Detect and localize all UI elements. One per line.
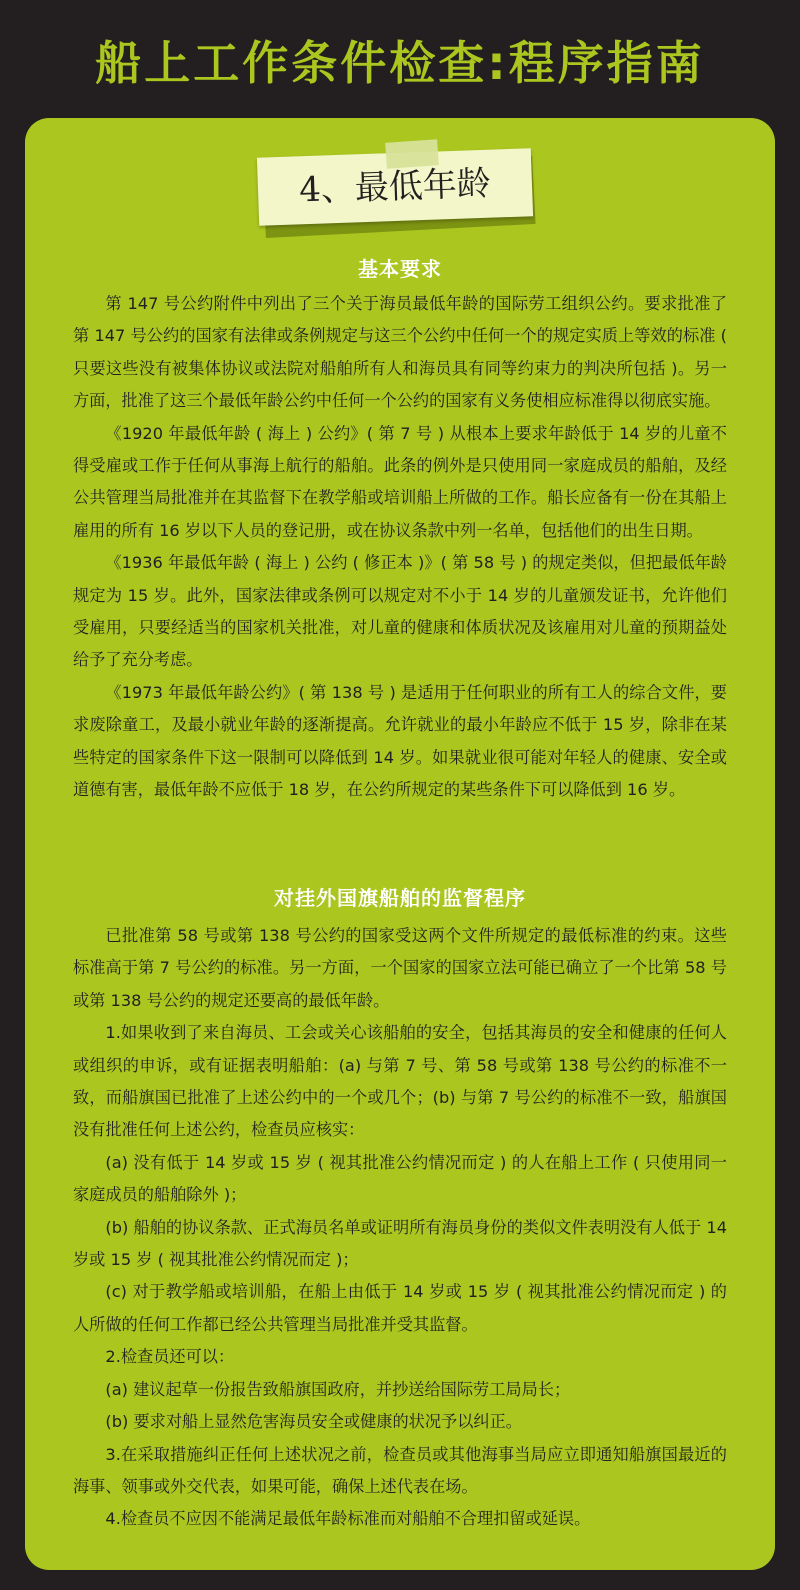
paragraph: 《1936 年最低年龄 ( 海上 ) 公约 ( 修正本 )》( 第 58 号 ) 的规定类似，但把最低年龄规定为 15 岁。此外，国家法律或条例可以规定对不小于 14 岁的儿童颁发证书，允许他们受雇用，只要经适当的国家机关批准，对儿童的健康和体质状况及该雇用对儿童的预期益处给予了充分考虑。 (73, 553, 727, 670)
paragraph: 2.检查员还可以： (105, 1347, 235, 1367)
section-heading-control: 对挂外国旗船舶的监督程序 (274, 886, 526, 910)
section-body-control (73, 920, 727, 1536)
page-title: 船上工作条件检查:程序指南 (95, 36, 705, 90)
paragraph: 已批准第 58 号或第 138 号公约的国家受这两个文件所规定的最低标准的约束。这些标准高于第 7 号公约的标准。另一方面，一个国家的国家立法可能已确立了一个比第 58 号或第 138 号公约的规定还要高的最低年龄。 (73, 926, 727, 1010)
paragraph: (a) 没有低于 14 岁或 15 岁 ( 视其批准公约情况而定 ) 的人在船上工作 ( 只使用同一家庭成员的船舶除外 )； (73, 1152, 727, 1205)
paragraph: (b) 要求对船上显然危害海员安全或健康的状况予以纠正。 (105, 1412, 522, 1432)
paragraph: 第 147 号公约附件中列出了三个关于海员最低年龄的国际劳工组织公约。要求批准了第 147 号公约的国家有法律或条例规定与这三个公约中任何一个的规定实质上等效的标准 ( 只要这些没有被集体协议或法院对船舶所有人和海员具有同等约束力的判决所包括 )。另一方面，批准了这三个最低年龄公约中任何一个公约的国家有义务使相应标准得以彻底实施。 (73, 294, 727, 411)
paragraph: 1.如果收到了来自海员、工会或关心该船舶的安全，包括其海员的安全和健康的任何人或组织的申诉，或有证据表明船舶：(a) 与第 7 号、第 58 号或第 138 号公约的标准不一致，而船旗国已批准了上述公约中的一个或几个；(b) 与第 7 号公约的标准不一致，船旗国没有批准任何上述公约，检查员应核实： (73, 1023, 727, 1140)
paragraph: (b) 船舶的协议条款、正式海员名单或证明所有海员身份的类似文件表明没有人低于 14 岁或 15 岁 ( 视其批准公约情况而定 )； (73, 1217, 727, 1270)
paragraph: 3.在采取措施纠正任何上述状况之前，检查员或其他海事当局应立即通知船旗国最近的海事、领事或外交代表，如果可能，确保上述代表在场。 (73, 1444, 727, 1496)
section-heading-basic: 基本要求 (358, 257, 442, 281)
paragraph: (a) 建议起草一份报告致船旗国政府，并抄送给国际劳工局局长； (105, 1379, 571, 1399)
paragraph: 《1973 年最低年龄公约》( 第 138 号 ) 是适用于任何职业的所有工人的综合文件，要求废除童工，及最小就业年龄的逐渐提高。允许就业的最小年龄应不低于 15 岁，除非在某些特定的国家条件下这一限制可以降低到 14 岁。如果就业很可能对年轻人的健康、安全或道德有害，最低年龄不应低于 18 岁，在公约所规定的某些条件下可以降低到 16 岁。 (73, 682, 727, 800)
paragraph: (c) 对于教学船或培训船，在船上由低于 14 岁或 15 岁 ( 视其批准公约情况而定 ) 的人所做的任何工作都已经公共管理当局批准并受其监督。 (73, 1282, 727, 1334)
section-body-basic (73, 288, 727, 807)
tag-label: 4、最低年龄 (298, 163, 492, 211)
paragraph: 4.检查员不应因不能满足最低年龄标准而对船舶不合理扣留或延误。 (105, 1509, 591, 1529)
paragraph: 《1920 年最低年龄 ( 海上 ) 公约》( 第 7 号 ) 从根本上要求年龄低于 14 岁的儿童不得受雇或工作于任何从事海上航行的船舶。此条的例外是只使用同一家庭成员的船舶，及经公共管理当局批准并在其监督下在教学船或培训船上所做的工作。船长应备有一份在其船上雇用的所有 16 岁以下人员的登记册，或在协议条款中列一名单，包括他们的出生日期。 (73, 423, 727, 540)
section-tag (258, 141, 548, 241)
